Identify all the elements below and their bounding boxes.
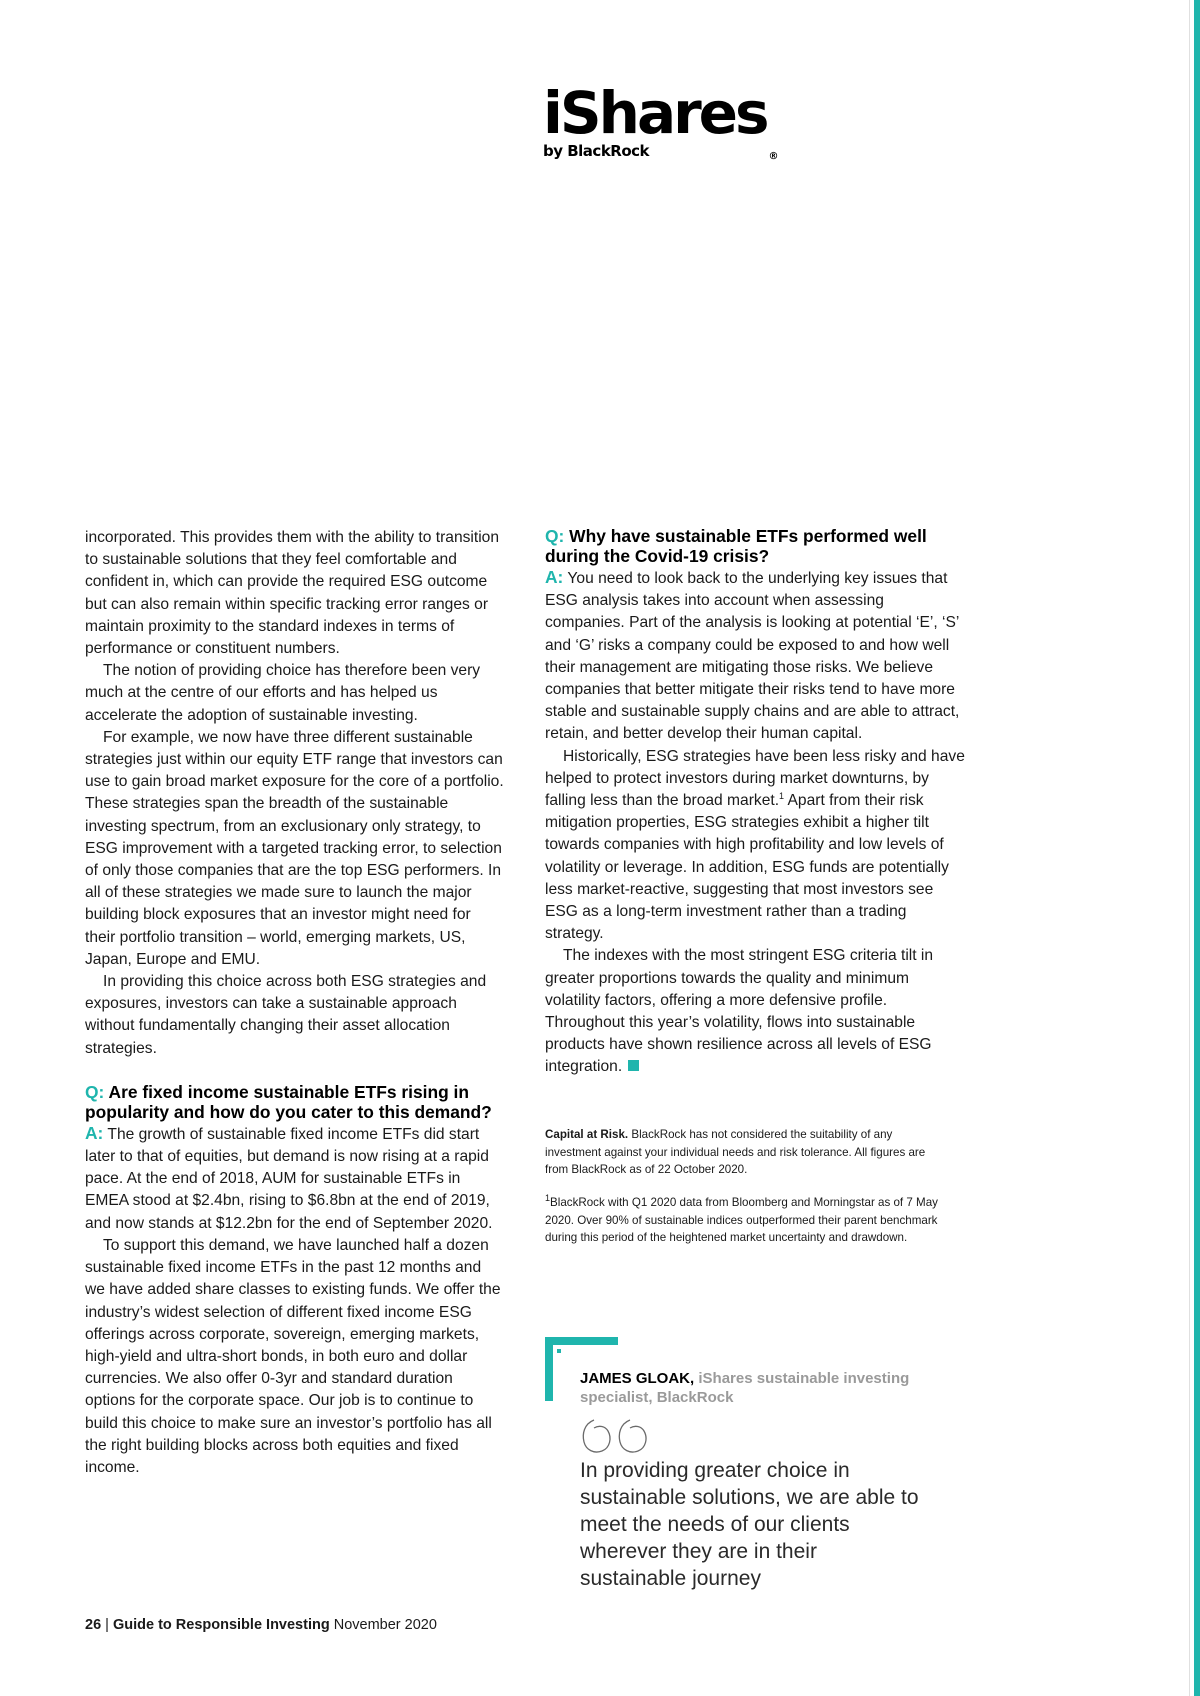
quote-text: In providing greater choice in sustainable solutions, we are able to meet the needs of our clients wherever they are in their sustainable journey [580,1459,919,1590]
question-label: Q: [85,1081,105,1102]
answer-label: A: [85,1122,104,1143]
body-paragraph: The notion of providing choice has therefore been very much at the centre of our efforts and has helped us accelerate the adoption of sustainable investing. [85,662,481,724]
left-column [85,527,505,1479]
logo-wordmark: iShares® [543,79,779,162]
page-number: 26 [85,1617,102,1633]
question-label: Q: [545,526,565,546]
quote-attribution [580,1369,940,1407]
quote-marks-icon [580,1416,656,1456]
publication-title: Guide to Responsible Investing [112,1617,330,1633]
body-paragraph: For example, we now have three different sustainable strategies just within our equity ETF range that investors can use to gain broad market exposure for the core of a portfolio. These strategies span the breadth of the sustainable investing spectrum, from an exclusionary only strategy, to ESG improvement with a targeted tracking error, to selection of only those companies that are the top ESG performers. In all of these strategies we made sure to launch the major building block exposures that an investor might need for their portfolio transition – world, emerging markets, US, Japan, Europe and EMU. [85,728,504,968]
page-edge-accent-bar [1194,0,1200,1696]
publication-date: November 2020 [333,1617,437,1633]
quote-bracket-horizontal [545,1337,618,1345]
answer-paragraph: A: The growth of sustainable fixed income ETFs did start later to that of equities, but demand is now rising at a rapid pace. At the end of 2018, AUM for sustainable ETFs in EMEA stood at $2.4bn, rising to $6.8bn at the end of 2019, and now stands at $12.2bn for the end of September 2020. [85,1122,493,1232]
ishares-logo [543,79,779,162]
quote-bracket-vertical [545,1337,553,1401]
body-paragraph: To support this demand, we have launched half a dozen sustainable fixed income ETFs in the past 12 months and we have added share classes to existing funds. We offer the industry’s widest selection of different fixed income ESG offerings across corporate, sovereign, emerging markets, high-yield and ultra-short bonds, in both euro and dollar currencies. We also offer 0-3yr and standard duration options for the corporate space. Our job is to continue to build this choice to make sure an investor’s portfolio has all the right building blocks across both equities and fixed income. [85,1236,501,1476]
answer-paragraph: A: You need to look back to the underlying key issues that ESG analysis takes into account when assessing companies. Part of the analysis is looking at potential ‘E’, ‘S’ and ‘G’ risks a company could be exposed to and how well their management are mitigating those risks. We believe companies that better mitigate their risks tend to have more stable and sustainable supply chains and are able to attract, retain, and better develop their human capital. [545,567,960,743]
page-edge-line [1189,0,1190,1696]
pull-quote [545,1337,945,1597]
body-paragraph: Historically, ESG strategies have been less risky and have helped to protect investors during market downturns, by falling less than the broad market.$^1$ Apart from their risk mitigation properties, ESG strategies exhibit a higher tilt towards companies with high profitability and low levels of volatility or leverage. In addition, ESG funds are potentially less market-reactive, suggesting that most investors see ESG as a long-term investment rather than a trading strategy. [545,747,965,943]
footer-separator: | [101,1617,113,1633]
right-column [545,526,965,1079]
article-end-square-icon [628,1060,639,1071]
body-paragraph: The indexes with the most stringent ESG criteria tilt in greater proportions towards the quality and minimum volatility factors, offering a more defensive profile. Throughout this year’s volatility, flows into sustainable products have shown resilience across all levels of ESG integration. [545,947,934,1076]
footnote-reference: 1 [779,790,785,801]
body-paragraph: incorporated. This provides them with the ability to transition to sustainable solutions that they feel comfortable and confident in, which can provide the required ESG outcome but can also remain within specific tracking error ranges or maintain proximity to the standard indexes in terms of performance or constituent numbers. [85,529,500,658]
answer-label: A: [545,567,564,587]
section-spacer [85,1060,505,1082]
quote-bracket-dot [557,1349,561,1353]
capital-at-risk-note: Capital at Risk. BlackRock has not considered the suitability of any investment against your individual needs and risk tolerance. All figures are from BlackRock as of 22 October 2020. [545,1128,926,1177]
body-paragraph: In providing this choice across both ESG strategies and exposures, investors can take a sustainable approach without fundamentally changing their asset allocation strategies. [85,973,487,1057]
question-heading [545,526,965,566]
logo-registered-mark: ® [768,151,779,162]
page-footer [85,1617,437,1633]
capital-at-risk-label: Capital at Risk. [545,1128,629,1141]
question-text: Why have sustainable ETFs performed well during the Covid-19 crisis? [545,526,927,566]
question-heading [85,1082,505,1122]
question-text: Are fixed income sustainable ETFs rising in popularity and how do you cater to this demand? [85,1081,492,1122]
speaker-role: iShares sustainable investing specialist, BlackRock [580,1370,910,1406]
speaker-name: JAMES GLOAK, [580,1370,695,1387]
footnote-mark: 1 [545,1193,551,1204]
footnote: $^1$BlackRock with Q1 2020 data from Bloomberg and Morningstar as of 7 May 2020. Over 90% of sustainable indices outperformed their parent benchmark during this period of the heightened market uncertainty and drawdown. [545,1193,938,1245]
logo-byline: by BlackRock [543,142,650,160]
